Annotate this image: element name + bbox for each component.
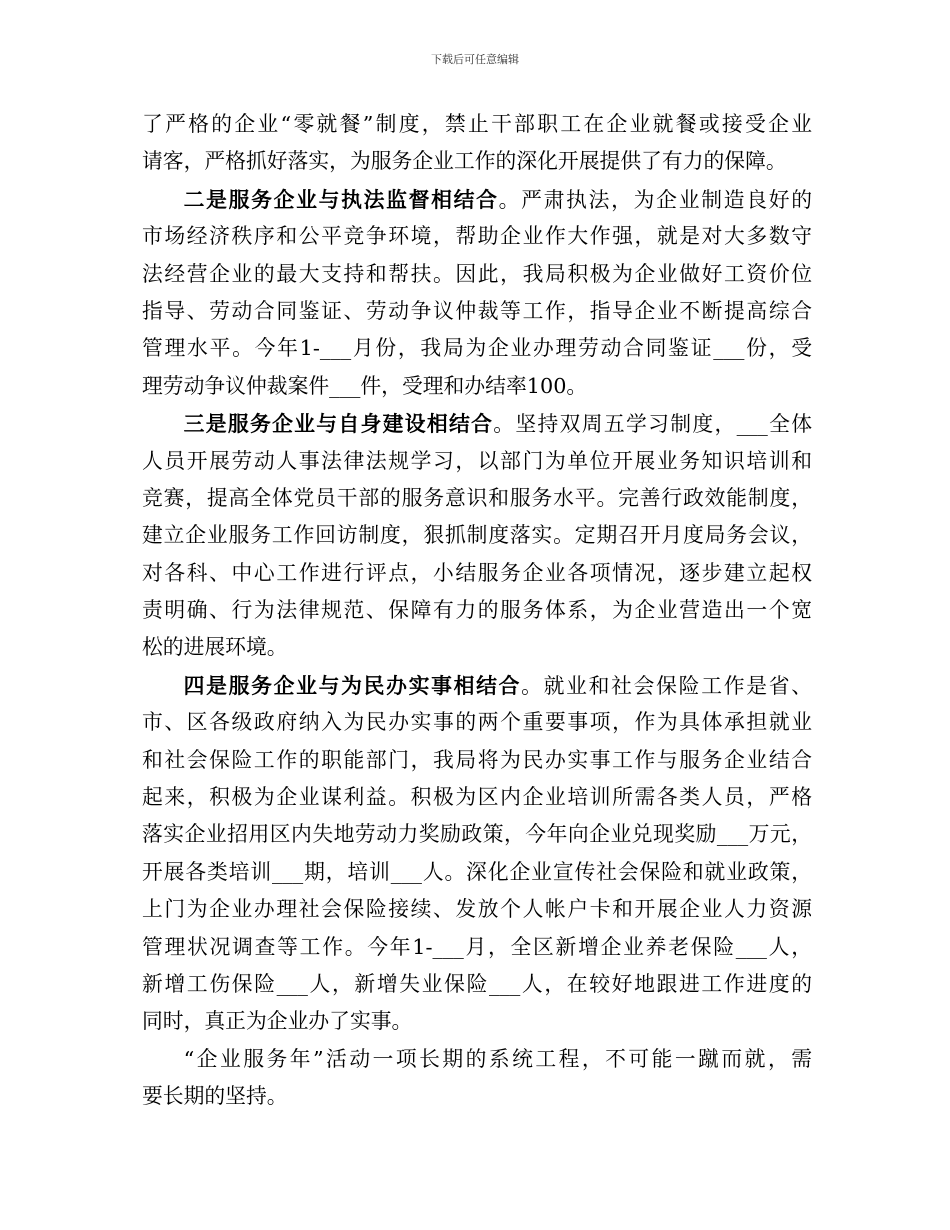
text-line: 了严格的企业“零就餐”制度，禁止干部职工在企业就餐或接受企业 [142, 112, 812, 136]
text-line: “企业服务年”活动一项长期的系统工程，不可能一蹴而就，需 [183, 1046, 812, 1071]
text-line: 新增工伤保险___人，新增失业保险___人，在较好地跟进工作进度的 [142, 971, 812, 996]
text-line: 市场经济秩序和公平竞争环境，帮助企业作大作强，就是对大多数守 [142, 224, 812, 249]
text-line: 市、区各级政府纳入为民办实事的两个重要事项，作为具体承担就业 [142, 710, 812, 735]
text-span: 。严肃执法，为企业制造良好的 [498, 187, 812, 212]
text-line: 要长期的坚持。 [142, 1084, 288, 1109]
text-line [142, 181, 812, 218]
text-line: 理劳动争议仲裁案件___件，受理和办结率100。 [142, 373, 588, 398]
text-line: 建立企业服务工作回访制度，狠抓制度落实。定期召开月度局务会议， [142, 523, 812, 548]
paragraph [142, 1041, 812, 1116]
section-heading: 二是服务企业与执法监督相结合 [183, 186, 499, 212]
document-body [142, 106, 812, 1116]
text-line: 和社会保险工作的职能部门，我局将为民办实事工作与服务企业结合 [142, 747, 812, 772]
text-line: 上门为企业办理社会保险接续、发放个人帐户卡和开展企业人力资源 [142, 897, 812, 922]
text-line: 竞赛，提高全体党员干部的服务意识和服务水平。完善行政效能制度， [142, 485, 812, 510]
section-heading: 四是服务企业与为民办实事相结合 [183, 672, 522, 698]
text-line: 管理状况调查等工作。今年1-___月，全区新增企业养老保险___人， [142, 934, 812, 959]
section-heading: 三是服务企业与自身建设相结合 [183, 411, 494, 437]
text-line [142, 405, 812, 442]
text-line [142, 667, 812, 704]
paragraph [142, 106, 812, 181]
paragraph [142, 667, 812, 1041]
text-line: 责明确、行为法律规范、保障有力的服务体系，为企业营造出一个宽 [142, 598, 812, 623]
text-line: 同时，真正为企业办了实事。 [142, 1009, 413, 1034]
paragraph [142, 181, 812, 405]
text-span: 。坚持双周五学习制度，___全体 [493, 412, 812, 437]
text-line: 人员开展劳动人事法律法规学习，以部门为单位开展业务知识培训和 [142, 448, 812, 473]
text-line: 落实企业招用区内失地劳动力奖励政策，今年向企业兑现奖励___万元， [142, 822, 812, 847]
text-line: 指导、劳动合同鉴证、劳动争议仲裁等工作，指导企业不断提高综合 [142, 298, 812, 323]
text-line: 对各科、中心工作进行评点，小结服务企业各项情况，逐步建立起权 [142, 560, 812, 585]
text-line: 开展各类培训___期，培训___人。深化企业宣传社会保险和就业政策， [142, 859, 812, 884]
page-header: 下载后可任意编辑 [431, 53, 519, 66]
text-line: 起来，积极为企业谋利益。积极为区内企业培训所需各类人员，严格 [142, 785, 812, 810]
text-line: 法经营企业的最大支持和帮扶。因此，我局积极为企业做好工资价位 [142, 261, 812, 286]
text-line: 松的进展环境。 [142, 635, 288, 660]
paragraph [142, 405, 812, 667]
text-line: 管理水平。今年1-___月份，我局为企业办理劳动合同鉴证___份，受 [142, 336, 812, 361]
text-line: 请客，严格抓好落实，为服务企业工作的深化开展提供了有力的保障。 [142, 149, 787, 174]
text-span: 。就业和社会保险工作是省、 [521, 673, 812, 698]
